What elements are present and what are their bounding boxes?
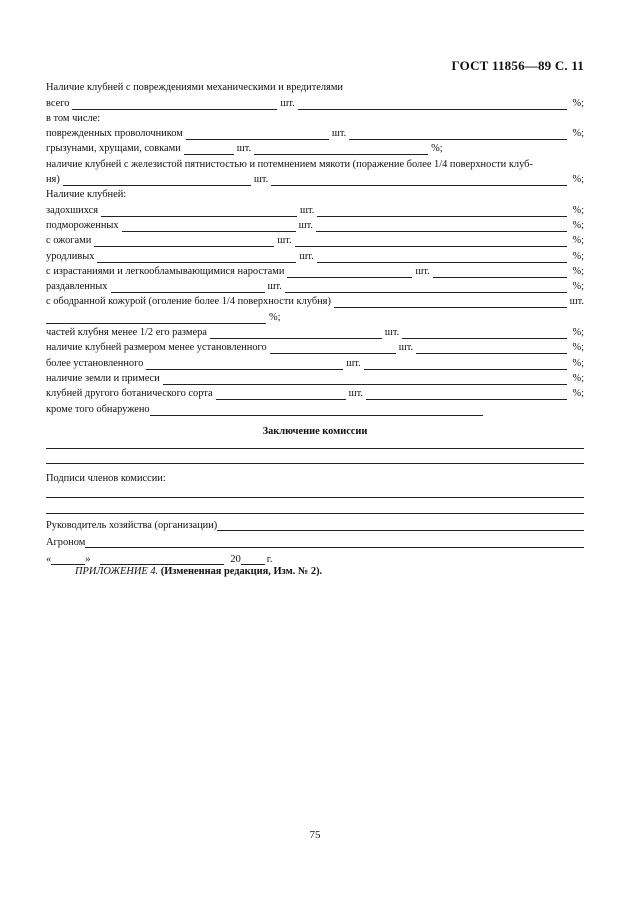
other-variety-label: клубней другого ботанического сорта bbox=[46, 388, 213, 400]
head-row bbox=[46, 514, 584, 531]
pcs-label: шт. bbox=[277, 235, 292, 247]
peeled-label: с ободранной кожурой (оголение более 1/4 поверхности клубня) bbox=[46, 296, 331, 308]
percent-label: %; bbox=[572, 235, 584, 247]
appendix-edit-note: (Измененная редакция, Изм. № 2). bbox=[160, 566, 323, 577]
pcs-label: шт. bbox=[299, 204, 315, 216]
deformed-percent-field[interactable] bbox=[317, 253, 568, 263]
oversize-row bbox=[46, 354, 584, 369]
signatures-row bbox=[46, 464, 584, 484]
frozen-row bbox=[46, 217, 584, 232]
wireworm-label: поврежденных проволочником bbox=[46, 128, 183, 140]
deformed-count-field[interactable] bbox=[97, 253, 296, 263]
pcs-label: шт. bbox=[280, 97, 295, 109]
rust-spot-label-cont: ня) bbox=[46, 174, 60, 186]
peeled-row bbox=[46, 293, 584, 308]
oversize-percent-field[interactable] bbox=[364, 360, 568, 370]
frozen-percent-field[interactable] bbox=[316, 222, 567, 232]
total-count-field[interactable] bbox=[72, 100, 277, 110]
percent-label: %; bbox=[572, 388, 584, 400]
wireworm-percent-field[interactable] bbox=[349, 130, 567, 140]
parts-count-field[interactable] bbox=[210, 329, 382, 339]
other-variety-percent-field[interactable] bbox=[366, 390, 568, 400]
pcs-label: шт. bbox=[236, 143, 252, 155]
rodents-row bbox=[46, 140, 584, 155]
frozen-label: подмороженных bbox=[46, 219, 119, 231]
document-header: ГОСТ 11856—89 С. 11 bbox=[451, 58, 584, 73]
total-label: всего bbox=[46, 97, 70, 109]
oversize-count-field[interactable] bbox=[146, 360, 343, 370]
oversize-label: более установленного bbox=[46, 357, 144, 369]
agronomist-label: Агроном bbox=[46, 536, 86, 548]
undersize-row bbox=[46, 339, 584, 354]
undersize-label: наличие клубней размером менее установленного bbox=[46, 342, 267, 354]
parts-label: частей клубня менее 1/2 его размера bbox=[46, 327, 207, 339]
withered-count-field[interactable] bbox=[101, 207, 297, 217]
pcs-label: шт. bbox=[267, 281, 282, 293]
date-day-field[interactable] bbox=[51, 555, 85, 565]
burns-row bbox=[46, 232, 584, 247]
appendix-note bbox=[75, 566, 322, 577]
agronomist-signature-field[interactable] bbox=[85, 538, 584, 548]
burns-count-field[interactable] bbox=[94, 237, 274, 247]
agronomist-row bbox=[46, 531, 584, 548]
including-row bbox=[46, 110, 584, 125]
growths-row bbox=[46, 263, 584, 278]
conclusion-line-1[interactable] bbox=[46, 440, 584, 449]
pcs-label: шт. bbox=[398, 342, 414, 354]
pcs-label: шт. bbox=[384, 327, 400, 339]
percent-label: %; bbox=[572, 97, 584, 109]
crushed-row bbox=[46, 278, 584, 293]
other-variety-count-field[interactable] bbox=[216, 390, 346, 400]
appendix-title: ПРИЛОЖЕНИЕ 4. bbox=[75, 566, 159, 577]
percent-label: %; bbox=[572, 327, 584, 339]
growths-count-field[interactable] bbox=[287, 268, 412, 278]
date-month-field[interactable] bbox=[100, 555, 224, 565]
soil-field[interactable] bbox=[163, 375, 568, 385]
pcs-label: шт. bbox=[331, 128, 347, 140]
percent-label: %; bbox=[572, 204, 584, 216]
percent-label: %; bbox=[572, 219, 584, 231]
pcs-label: шт. bbox=[346, 357, 361, 369]
peeled-percent-field[interactable] bbox=[46, 314, 266, 324]
crushed-percent-field[interactable] bbox=[285, 283, 568, 293]
percent-label: %; bbox=[572, 281, 584, 293]
damage-heading-row bbox=[46, 79, 584, 94]
rust-spot-row-1 bbox=[46, 155, 584, 170]
rust-spot-row-2 bbox=[46, 171, 584, 186]
rust-spot-percent-field[interactable] bbox=[271, 176, 567, 186]
also-found-row bbox=[46, 400, 584, 415]
rust-spot-count-field[interactable] bbox=[63, 176, 251, 186]
total-row bbox=[46, 94, 584, 109]
percent-label: %; bbox=[572, 265, 584, 277]
rodents-percent-field[interactable] bbox=[254, 145, 428, 155]
withered-label: задохшихся bbox=[46, 204, 98, 216]
undersize-percent-field[interactable] bbox=[416, 344, 567, 354]
percent-label: %; bbox=[431, 143, 443, 155]
also-found-field[interactable] bbox=[150, 406, 483, 416]
pcs-label: шт. bbox=[415, 265, 430, 277]
crushed-label: раздавленных bbox=[46, 281, 108, 293]
peeled-count-field[interactable] bbox=[334, 298, 567, 308]
date-close-quote: » bbox=[85, 553, 91, 565]
percent-label: %; bbox=[572, 174, 584, 186]
head-label: Руководитель хозяйства (организации) bbox=[46, 519, 218, 531]
year-suffix: г. bbox=[266, 553, 273, 565]
frozen-count-field[interactable] bbox=[122, 222, 296, 232]
signature-line-1[interactable] bbox=[46, 484, 584, 498]
crushed-count-field[interactable] bbox=[111, 283, 265, 293]
date-open-quote: « bbox=[46, 553, 52, 565]
year-prefix: 20 bbox=[230, 553, 241, 565]
pcs-label: шт. bbox=[253, 174, 269, 186]
deformed-label: уродливых bbox=[46, 250, 95, 262]
growths-percent-field[interactable] bbox=[433, 268, 568, 278]
including-label: в том числе: bbox=[46, 112, 101, 124]
presence-heading-row bbox=[46, 186, 584, 201]
percent-label: %; bbox=[572, 357, 584, 369]
presence-heading: Наличие клубней: bbox=[46, 189, 127, 201]
head-signature-field[interactable] bbox=[217, 521, 584, 531]
percent-label: %; bbox=[269, 311, 281, 323]
rodents-label: грызунами, хрущами, совками bbox=[46, 143, 181, 155]
page-number: 75 bbox=[309, 829, 321, 841]
signatures-label: Подписи членов комиссии: bbox=[46, 473, 166, 485]
withered-row bbox=[46, 201, 584, 216]
growths-label: с израстаниями и легкообламывающимися наростами bbox=[46, 265, 285, 277]
soil-row bbox=[46, 370, 584, 385]
percent-label: %; bbox=[572, 372, 584, 384]
signature-line-2[interactable] bbox=[46, 498, 584, 514]
other-variety-row bbox=[46, 385, 584, 400]
wireworm-count-field[interactable] bbox=[186, 130, 329, 140]
pcs-label: шт. bbox=[569, 296, 584, 308]
pcs-label: шт. bbox=[348, 388, 363, 400]
percent-label: %; bbox=[572, 250, 584, 262]
percent-label: %; bbox=[572, 128, 584, 140]
peeled-row-cont bbox=[46, 308, 584, 323]
inspection-form bbox=[46, 79, 584, 565]
parts-row bbox=[46, 324, 584, 339]
total-percent-field[interactable] bbox=[298, 100, 568, 110]
undersize-count-field[interactable] bbox=[270, 344, 396, 354]
soil-label: наличие земли и примеси bbox=[46, 372, 160, 384]
percent-label: %; bbox=[572, 342, 584, 354]
conclusion-title: Заключение комиссии bbox=[262, 425, 368, 437]
conclusion-line-2[interactable] bbox=[46, 449, 584, 465]
also-found-label: кроме того обнаружено bbox=[46, 403, 150, 415]
rodents-count-field[interactable] bbox=[184, 145, 234, 155]
withered-percent-field[interactable] bbox=[317, 207, 567, 217]
parts-percent-field[interactable] bbox=[402, 329, 567, 339]
burns-percent-field[interactable] bbox=[295, 237, 568, 247]
pcs-label: шт. bbox=[298, 219, 313, 231]
damage-heading: Наличие клубней с повреждениями механическими и вредителями bbox=[46, 82, 343, 94]
wireworm-row bbox=[46, 125, 584, 140]
burns-label: с ожогами bbox=[46, 235, 92, 247]
date-row bbox=[46, 548, 584, 565]
deformed-row bbox=[46, 247, 584, 262]
rust-spot-label: наличие клубней с железистой пятнистостью и потемнением мякоти (поражение более 1/4 поверхности клуб- bbox=[46, 158, 533, 170]
pcs-label: шт. bbox=[299, 250, 314, 262]
date-year-field[interactable] bbox=[241, 555, 265, 565]
